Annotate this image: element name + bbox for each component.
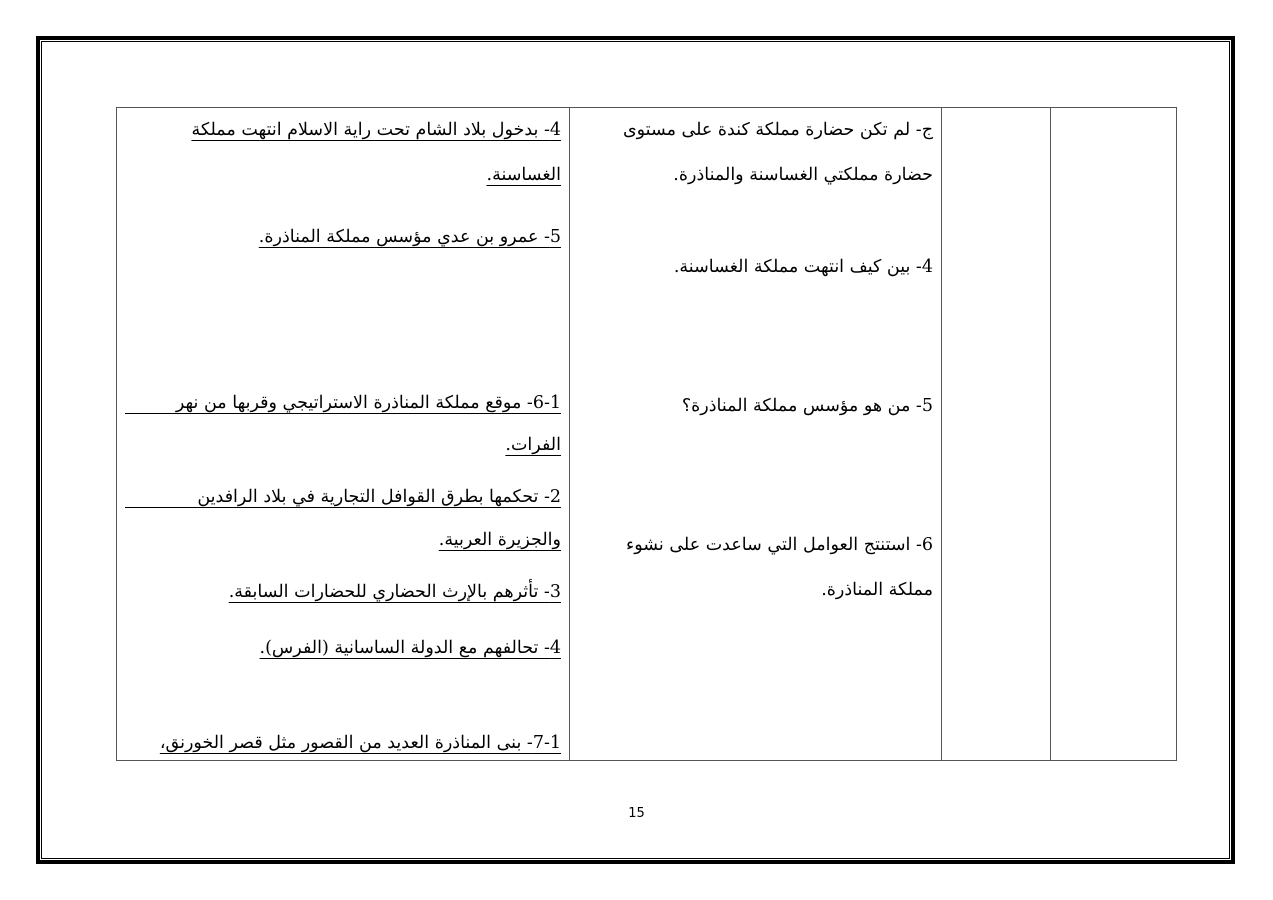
answer-4-line-1: 4- بدخول بلاد الشام تحت راية الاسلام انتهت مملكة [191,120,561,140]
answer-4-line-2: الغساسنة. [486,165,561,185]
answers-column [117,108,570,761]
empty-column-1 [942,108,1051,761]
answer-5: 5- عمرو بن عدي مؤسس مملكة المناذرة. [258,227,561,247]
question-6-line-2: مملكة المناذرة. [821,580,933,600]
answer-6-3: 3- تأثرهم بالإرث الحضاري للحضارات السابقة. [228,582,561,602]
answer-7-1: 7-1- بنى المناذرة العديد من القصور مثل قصر الخورنق، [159,733,561,753]
question-j-line-1: ج- لم تكن حضارة مملكة كندة على مستوى [622,120,933,140]
answer-6-2-line-2: والجزيرة العربية. [438,530,561,550]
answer-6-4: 4- تحالفهم مع الدولة الساسانية (الفرس). [259,638,561,658]
question-5: 5- من هو مؤسس مملكة المناذرة؟ [681,396,933,416]
lesson-table [116,107,1177,761]
answer-6-2-line-1: 2- تحكمها بطرق القوافل التجارية في بلاد الرافدين [125,487,561,508]
table-row [117,108,1177,761]
question-6-line-1: 6- استنتج العوامل التي ساعدت على نشوء [626,535,933,555]
questions-column [570,108,942,761]
answer-6-1-line-2: الفرات. [505,435,561,455]
empty-column-2 [1051,108,1177,761]
question-4: 4- بين كيف انتهت مملكة الغساسنة. [673,257,933,277]
question-j-line-2: حضارة مملكتي الغساسنة والمناذرة. [673,165,933,185]
answer-6-1-line-1: 6-1- موقع مملكة المناذرة الاستراتيجي وقربها من نهر [125,393,561,414]
page-number: 15 [628,806,645,821]
